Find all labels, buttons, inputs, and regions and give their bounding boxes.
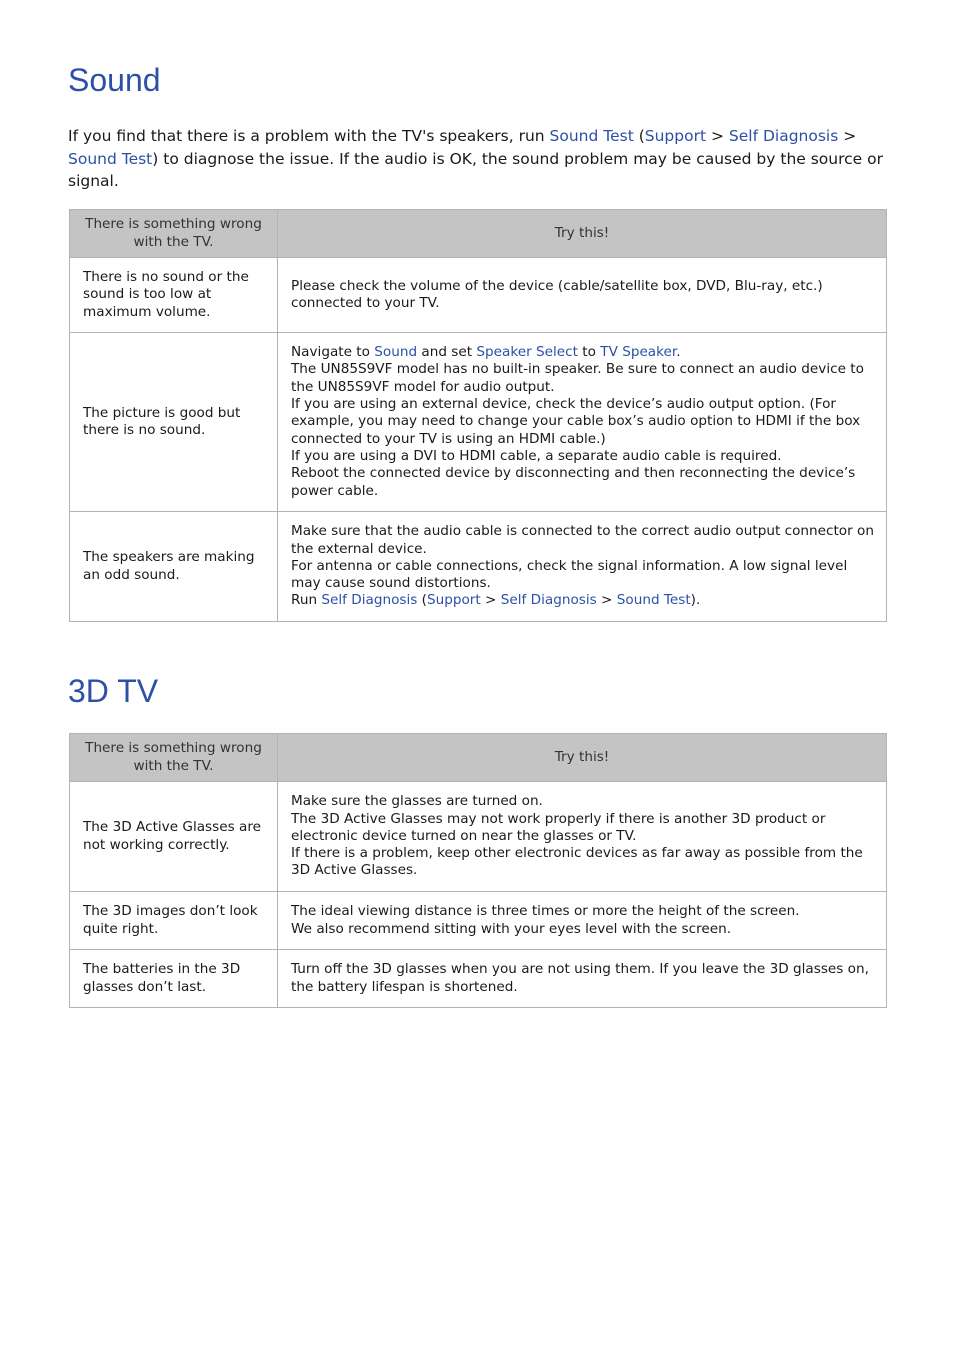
table-header-row [70, 210, 887, 258]
solution-cell [278, 333, 887, 512]
column-header-problem: There is something wrong with the TV. [70, 210, 278, 258]
text: to [577, 344, 601, 361]
section-title-sound: Sound [68, 62, 161, 98]
solution-line: We also recommend sitting with your eyes level with the screen. [291, 920, 732, 937]
solution-cell [278, 512, 887, 622]
problem-cell: The picture is good but there is no sound. [70, 333, 278, 512]
solution-line: Turn off the 3D glasses when you are not using them. If you leave the 3D glasses on, the battery lifespan is shortened. [291, 961, 869, 995]
link-self-diagnosis[interactable]: Self Diagnosis [728, 127, 839, 145]
link-speaker-select[interactable]: Speaker Select [476, 344, 578, 361]
solution-line: If you are using an external device, check the device’s audio output option. (For example, you may need to change your cable box’s audio option to HDMI if the box connected to your TV is using an HDMI cable.) [291, 396, 861, 447]
link-sound-test[interactable]: Sound Test [549, 127, 634, 145]
table-row [70, 950, 887, 1008]
solution-line: The ideal viewing distance is three times or more the height of the screen. [291, 903, 800, 920]
solution-line [291, 344, 874, 361]
solution-line: If there is a problem, keep other electronic devices as far away as possible from the 3D Active Glasses. [291, 845, 863, 879]
solution-line: The 3D Active Glasses may not work properly if there is another 3D product or electronic device turned on near the glasses or TV. [291, 810, 826, 844]
sound-intro [68, 125, 888, 193]
solution-line: The UN85S9VF model has no built-in speaker. Be sure to connect an audio device to the UN85S9VF model for audio output. [291, 361, 864, 395]
link-sound-test[interactable]: Sound Test [68, 149, 153, 168]
link-support[interactable]: Support [426, 592, 481, 609]
3d-tv-troubleshooting-table [69, 733, 887, 1008]
solution-cell [278, 950, 887, 1008]
solution-line [291, 592, 874, 609]
link-self-diagnosis[interactable]: Self Diagnosis [321, 592, 418, 609]
problem-cell: The batteries in the 3D glasses don’t last. [70, 950, 278, 1008]
intro-text: ( [633, 127, 645, 145]
table-row [70, 892, 887, 950]
text: . [676, 344, 681, 361]
solution-line: Make sure that the audio cable is connected to the correct audio output connector on the external device. [291, 523, 874, 557]
link-sound-test[interactable]: Sound Test [616, 592, 691, 609]
link-tv-speaker[interactable]: TV Speaker [600, 344, 677, 361]
text: Navigate to [291, 344, 375, 361]
separator: > [838, 127, 857, 145]
problem-cell: There is no sound or the sound is too low at maximum volume. [70, 258, 278, 333]
separator: > [706, 127, 729, 145]
text: ). [690, 592, 701, 609]
intro-text: ) to diagnose the issue. If the audio is OK, the sound problem may be caused by the source or signal. [68, 149, 883, 190]
solution-line: Make sure the glasses are turned on. [291, 793, 543, 810]
solution-line: Reboot the connected device by disconnecting and then reconnecting the device’s power cable. [291, 465, 856, 499]
section-title-3d-tv: 3D TV [68, 673, 159, 709]
sound-troubleshooting-table [69, 209, 887, 622]
problem-cell: The speakers are making an odd sound. [70, 512, 278, 622]
table-header-row [70, 734, 887, 782]
solution-line: If you are using a DVI to HDMI cable, a separate audio cable is required. [291, 447, 782, 464]
intro-text: If you find that there is a problem with the TV's speakers, run [68, 127, 550, 145]
link-sound[interactable]: Sound [374, 344, 418, 361]
column-header-problem: There is something wrong with the TV. [70, 734, 278, 782]
solution-line: For antenna or cable connections, check the signal information. A low signal level may cause sound distortions. [291, 557, 848, 592]
text: ( [417, 592, 427, 609]
problem-cell: The 3D images don’t look quite right. [70, 892, 278, 950]
link-support[interactable]: Support [644, 127, 707, 145]
problem-cell: The 3D Active Glasses are not working correctly. [70, 782, 278, 892]
table-row [70, 782, 887, 892]
separator: > [596, 592, 617, 609]
column-header-solution: Try this! [278, 210, 887, 258]
solution-cell [278, 782, 887, 892]
table-row [70, 258, 887, 333]
separator: > [480, 592, 501, 609]
column-header-solution: Try this! [278, 734, 887, 782]
solution-cell: Please check the volume of the device (cable/satellite box, DVD, Blu-ray, etc.) connected to your TV. [278, 258, 887, 333]
solution-cell [278, 892, 887, 950]
table-row [70, 512, 887, 622]
text: Run [291, 592, 322, 609]
text: and set [417, 344, 477, 361]
table-row [70, 333, 887, 512]
link-self-diagnosis[interactable]: Self Diagnosis [500, 592, 597, 609]
